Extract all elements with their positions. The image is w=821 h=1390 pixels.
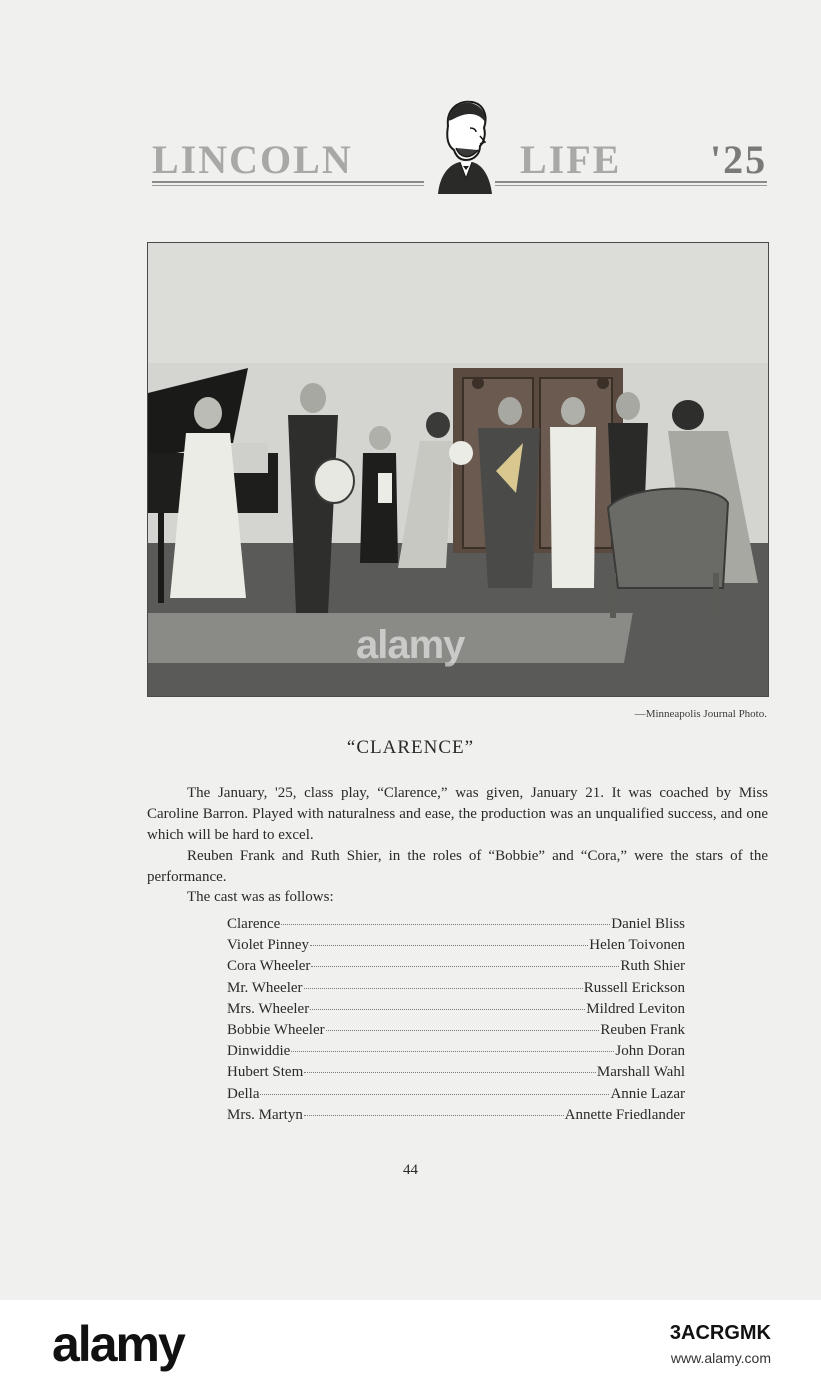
header-rule-right	[495, 181, 767, 183]
leader-dots	[281, 924, 610, 925]
leader-dots	[311, 966, 619, 967]
page-number: 44	[403, 1162, 418, 1178]
lincoln-bust-icon	[430, 98, 498, 196]
cast-row	[227, 1064, 685, 1085]
cast-role: Cora Wheeler	[227, 958, 311, 975]
cast-role: Clarence	[227, 916, 281, 932]
cast-role: Hubert Stem	[227, 1064, 304, 1081]
paragraph-stars: Reuben Frank and Ruth Shier, in the roles of “Bobbie” and “Cora,” were the stars of the performance.	[147, 848, 768, 885]
leader-dots	[304, 988, 583, 989]
leader-dots	[310, 945, 588, 946]
cast-row	[227, 1086, 685, 1107]
header-rule-left-thin	[152, 185, 424, 186]
cast-role: Mrs. Martyn	[227, 1106, 303, 1123]
article-title: “CLARENCE”	[346, 737, 475, 758]
cast-actor: Daniel Bliss	[611, 916, 685, 932]
leader-dots	[304, 1115, 564, 1116]
cast-actor: John Doran	[615, 1043, 685, 1060]
cast-role: Della	[227, 1085, 260, 1102]
photo-credit: —Minneapolis Journal Photo.	[634, 708, 767, 720]
cast-list	[227, 916, 685, 1128]
cast-row	[227, 958, 685, 979]
header-word-life: LIFE	[520, 137, 622, 182]
cast-row	[227, 916, 685, 937]
cast-actor: Marshall Wahl	[596, 1064, 685, 1081]
cast-actor: Russell Erickson	[583, 979, 685, 996]
cast-actor: Annette Friedlander	[564, 1106, 685, 1123]
leader-dots	[291, 1051, 614, 1052]
cast-photo	[147, 242, 769, 697]
cast-actor: Annie Lazar	[610, 1085, 685, 1102]
site-url[interactable]: www.alamy.com	[670, 1350, 771, 1366]
header-rule-right-thin	[495, 185, 767, 186]
leader-dots	[304, 1072, 596, 1073]
cast-row	[227, 980, 685, 1001]
cast-actor: Mildred Leviton	[586, 1000, 685, 1017]
leader-dots	[260, 1094, 609, 1095]
cast-role: Dinwiddie	[227, 1043, 291, 1060]
paragraph-cast-intro: The cast was as follows:	[187, 889, 334, 905]
image-code: 3ACRGMK	[669, 1322, 771, 1344]
brand-logo[interactable]: alamy	[52, 1316, 184, 1372]
header-word-lincoln: LINCOLN	[152, 137, 353, 182]
cast-row	[227, 1001, 685, 1022]
cast-row	[227, 1043, 685, 1064]
leader-dots	[326, 1030, 600, 1031]
leader-dots	[310, 1009, 585, 1010]
cast-actor: Ruth Shier	[620, 958, 685, 975]
paragraph-intro: The January, '25, class play, “Clarence,” was given, January 21. It was coached by Miss Caroline Barron. Played with naturalness and ease, the production was an unqualified success, and one which will be hard to excel.	[147, 785, 768, 843]
photo-watermark: alamy	[356, 623, 465, 667]
cast-row	[227, 1107, 685, 1128]
header-rule-left	[152, 181, 424, 183]
header-year: '25	[710, 137, 768, 182]
cast-actor: Helen Toivonen	[589, 937, 685, 954]
cast-role: Mrs. Wheeler	[227, 1000, 310, 1017]
cast-role: Mr. Wheeler	[227, 979, 303, 996]
cast-row	[227, 1022, 685, 1043]
cast-role: Violet Pinney	[227, 937, 310, 954]
cast-row	[227, 937, 685, 958]
cast-role: Bobbie Wheeler	[227, 1021, 325, 1038]
cast-actor: Reuben Frank	[600, 1021, 685, 1038]
